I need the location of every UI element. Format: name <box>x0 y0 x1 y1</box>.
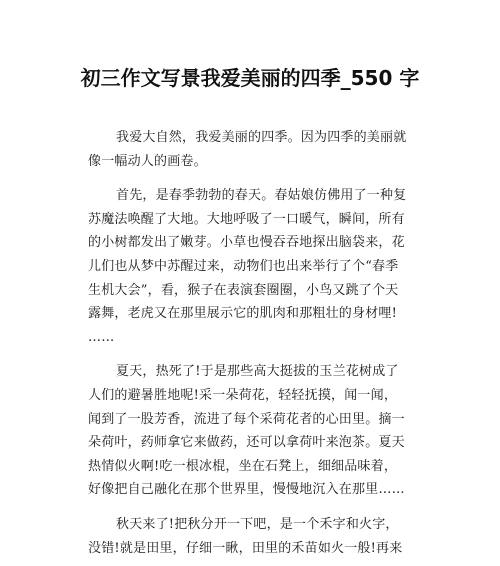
document-body <box>88 126 418 566</box>
paragraph <box>88 360 418 502</box>
text-line: 的小树都发出了嫩芽。小草也慢吞吞地探出脑袋来，花 <box>88 235 405 251</box>
text-line: 好像把自己融化在那个世界里，慢慢地沉入在那里…… <box>88 482 405 498</box>
text-line: 朵荷叶，药师拿它来做药，还可以拿荷叶来泡茶。夏天 <box>88 435 405 451</box>
text-line: 像一幅动人的画卷。 <box>88 153 207 169</box>
paragraph <box>88 126 418 173</box>
text-line: 闻到了一股芳香，流进了每个采荷花者的心田里。摘一 <box>88 411 405 427</box>
text-line: 露舞，老虎又在那里展示它的肌肉和那粗壮的身材哩! <box>88 306 398 322</box>
paragraph <box>88 513 418 560</box>
text-line: 首先，是春季勃勃的春天。春姑娘仿佛用了一种复 <box>116 188 407 204</box>
text-line: 没错!就是田里，仔细一瞅，田里的禾苗如火一般!再来 <box>88 540 403 556</box>
text-line: 生机大会”，看，猴子在表演套圈圈，小鸟又跳了个天 <box>88 282 399 298</box>
text-line: 秋天来了!把秋分开一下吧，是一个禾字和火字， <box>116 516 399 532</box>
text-line: 我爱大自然，我爱美丽的四季。因为四季的美丽就 <box>116 130 407 145</box>
text-line: 热情似火啊!吃一根冰棍，坐在石凳上，细细品味着， <box>88 458 398 474</box>
text-line: 苏魔法唤醒了大地。大地呼吸了一口暖气，瞬间，所有 <box>88 211 405 227</box>
text-line: 夏天，热死了!于是那些高大挺拔的玉兰花树成了 <box>116 364 399 380</box>
text-line: 人们的避暑胜地呢!采一朵荷花，轻轻抚摸，闻一闻， <box>88 387 398 403</box>
text-line: 儿们也从梦中苏醒过来，动物们也出来举行了个“春季 <box>88 258 399 274</box>
paragraph <box>88 184 418 349</box>
text-line: …… <box>88 329 115 345</box>
document-title: 初三作文写景我爱美丽的四季_550 字 <box>80 66 420 90</box>
